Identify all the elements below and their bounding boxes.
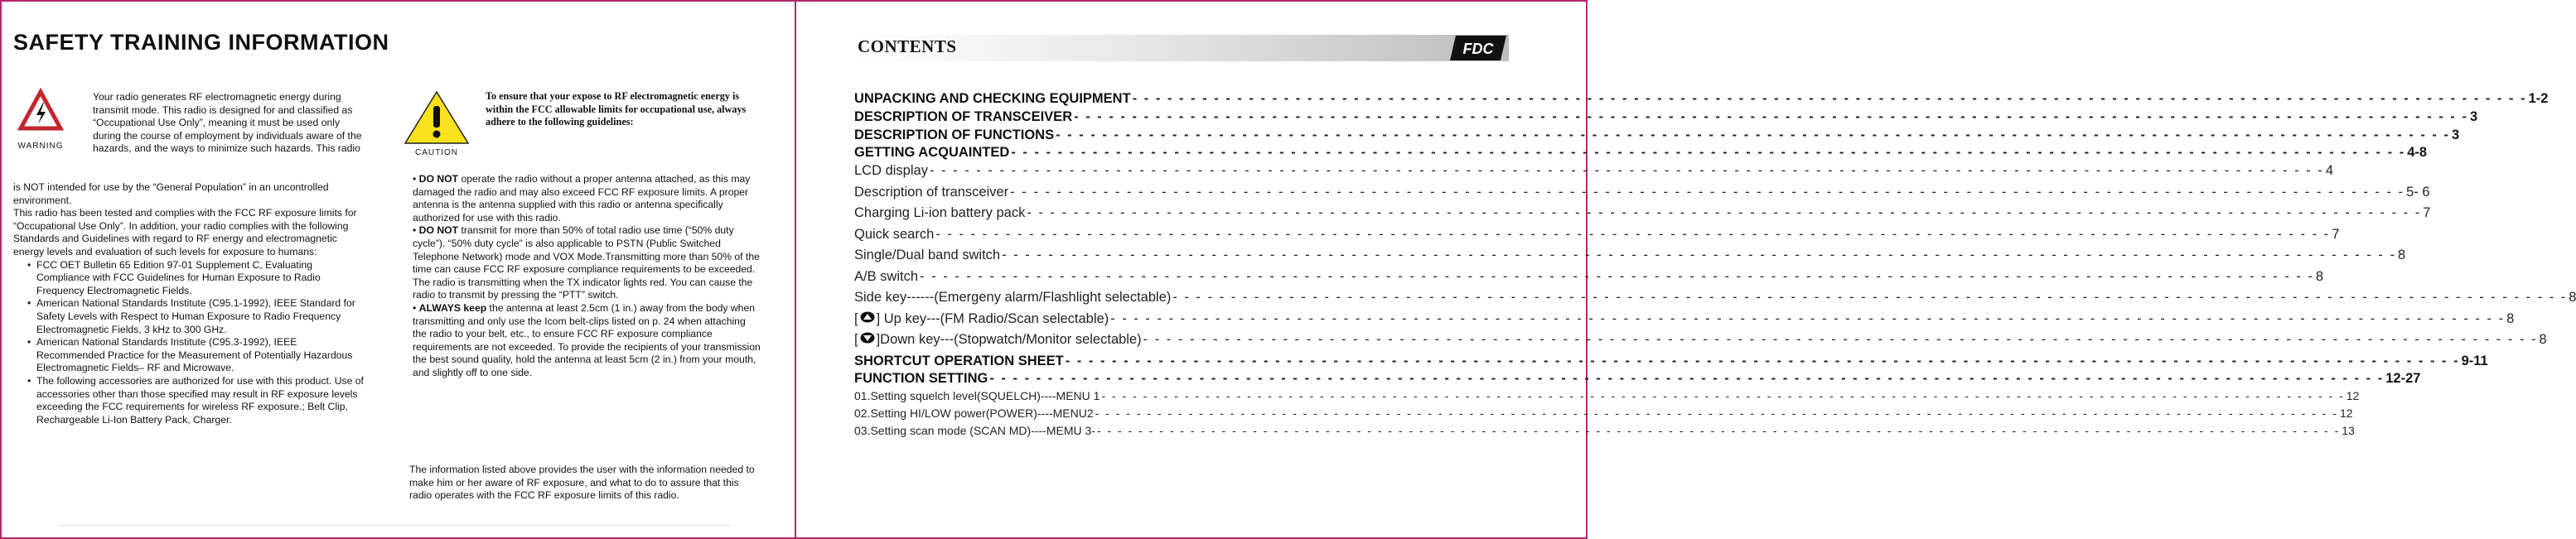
toc-entry-label: Charging Li-ion battery pack xyxy=(854,205,1026,221)
contents-title: CONTENTS xyxy=(858,36,957,56)
toc-entry-label: 03.Setting scan mode (SCAN MD)----MEMU 3- xyxy=(854,424,1095,438)
toc-leader: - - - - - - - - - - - - - - - - - - - - - - - - - - - - - - - - - - - - - - - - - - - - - - - - - - - - - - - - - - - - - - - - - - - - - - - - - - - - - - - - - - - - - - - - - - - - - - - - - - - - - - - - - - - - - - - - - - - - - - - - xyxy=(1010,184,2405,200)
toc-entry-label: Single/Dual band switch xyxy=(854,248,1001,263)
toc-entry-label: 01.Setting squelch level(SQUELCH)----MENU 1 xyxy=(854,389,1100,403)
toc-entry-page: 12 xyxy=(2339,407,2353,421)
warning-text: Your radio generates RF electromagnetic energy during transmit mode. This radio is designed for and classified as “Occupational Use Only”, meaning it must be used only during the course of employment by individuals aware of the hazards, and the ways to minimize such hazards. This radio xyxy=(93,91,362,155)
caution-icon xyxy=(401,89,472,157)
toc-entry xyxy=(854,205,2431,227)
toc-entry-page: 12 xyxy=(2346,389,2360,403)
safety-page xyxy=(2,2,793,537)
toc-entry xyxy=(854,371,2421,389)
caution-label: CAUTION xyxy=(415,148,458,157)
toc-entry-page: 5- 6 xyxy=(2406,184,2430,200)
toc-leader: - - - - - - - - - - - - - - - - - - - - - - - - - - - - - - - - - - - - - - - - - - - - - - - - - - - - - - - - - - - - - - - - - - - - - - - - - - - - - - - - - - - - - - - - - - - - - - - - - - - - - - - - - - - - - - - - - - - - - - - - xyxy=(989,371,2385,387)
svg-text:FDC: FDC xyxy=(1462,41,1494,57)
toc-leader: - - - - - - - - - - - - - - - - - - - - - - - - - - - - - - - - - - - - - - - - - - - - - - - - - - - - - - - - - - - - - - - - - - - - - - - - - - - - - - - - - - - - - - - - - - - - - - - - - - - - - - - - - - - - - - - - - - - - - - - - xyxy=(1110,310,2506,326)
toc-entry-label: SHORTCUT OPERATION SHEET xyxy=(854,353,1064,368)
toc-entry-label: Side key------(Emergeny alarm/Flashlight selectable) xyxy=(854,290,1172,306)
page-title: SAFETY TRAINING INFORMATION xyxy=(13,30,389,55)
toc-entry xyxy=(854,127,2460,146)
toc-entry-label: A/B switch xyxy=(854,268,919,284)
bracket: [ xyxy=(854,332,858,348)
toc-entry xyxy=(854,163,2334,185)
toc-leader: - - - - - - - - - - - - - - - - - - - - - - - - - - - - - - - - - - - - - - - - - - - - - - - - - - - - - - - - - - - - - - - - - - - - - - - - - - - - - - - - - - - - - - - - - - - - - - - - - - - - - - - - - - - - - - - - - - - - - - - - xyxy=(1011,145,2406,161)
toc-entry xyxy=(854,145,2428,163)
toc-entry-page: 8 xyxy=(2569,290,2576,306)
up-arrow-icon xyxy=(860,311,875,323)
toc-entry xyxy=(854,389,2360,407)
toc-entry-page: 13 xyxy=(2342,424,2355,438)
toc-entry-page: 3 xyxy=(2451,127,2460,142)
toc-entry xyxy=(854,248,2406,269)
toc-entry-page: 7 xyxy=(2332,226,2340,242)
toc-leader: - - - - - - - - - - - - - - - - - - - - - - - - - - - - - - - - - - - - - - - - - - - - - - - - - - - - - - - - - - - - - - - - - - - - - - - - - - - - - - - - - - - - - - - - - - - - - - - - - - - - - - - - - - - - - - - - - - - - - - - - xyxy=(1132,91,2527,106)
toc-entry xyxy=(854,407,2353,424)
toc-entry-label: Quick search xyxy=(854,226,935,242)
toc-leader: - - - - - - - - - - - - - - - - - - - - - - - - - - - - - - - - - - - - - - - - - - - - - - - - - - - - - - - - - - - - - - - - - - - - - - - - - - - - - - - - - - - - - - - - - - - - - - - - - - - - - - - - - - - - - - - - - - - - - - - - xyxy=(1002,248,2396,263)
toc-leader: - - - - - - - - - - - - - - - - - - - - - - - - - - - - - - - - - - - - - - - - - - - - - - - - - - - - - - - - - - - - - - - - - - - - - - - - - - - - - - - - - - - - - - - - - - - - - - - - - - - - - - - - - - - - - - - - - - - - - - - - xyxy=(1143,332,2538,348)
footer-rule xyxy=(60,525,731,526)
toc-entry-label: UNPACKING AND CHECKING EQUIPMENT xyxy=(854,91,1131,106)
toc-leader: - - - - - - - - - - - - - - - - - - - - - - - - - - - - - - - - - - - - - - - - - - - - - - - - - - - - - - - - - - - - - - - - - - - - - - - - - - - - - - - - - - - - - - - - - - - - - - - - - - - - - - - - - - - - - - - - - - - - - - - - xyxy=(1074,108,2468,124)
list-item: • ALWAYS keep the antenna at least 2.5cm (1 in.) away from the body when transmitting and only use the Icom belt-clips listed on p. 24 when attaching the radio to your belt, etc., to ensure FCC RF exposure compliance requirements are not exceeded. To provide the recipients of your transmission the best sound quality, hold the antenna at least 5cm (2 in.) from your mouth, and slightly off to one side. xyxy=(413,301,761,378)
toc-leader: - - - - - - - - - - - - - - - - - - - - - - - - - - - - - - - - - - - - - - - - - - - - - - - - - - - - - - - - - - - - - - - - - - - - - - - - - - - - - - - - - - - - - - - - - - - - - - - - - - - - - - - - - - - - - - - - - - - - - - - - xyxy=(1096,424,2341,438)
standards-list xyxy=(13,259,365,427)
toc-entry xyxy=(854,332,2547,354)
toc-entry-page: 9-11 xyxy=(2461,353,2488,368)
toc-entry-page: 4 xyxy=(2325,163,2334,179)
list-item: • American National Standards Institute (C95.3-1992), IEEE Recommended Practice for the Measurement of Potentially Hazardous Electromagnetic Fields– RF and Microwave. xyxy=(36,336,365,375)
toc-entry xyxy=(854,268,2324,291)
toc-entry-page: 8 xyxy=(2398,248,2406,263)
toc-entry-page: 12-27 xyxy=(2385,371,2421,387)
table-of-contents xyxy=(854,91,2576,441)
toc-entry-label: 02.Setting HI/LOW power(POWER)----MENU2 xyxy=(854,407,1094,421)
toc-entry xyxy=(854,108,2478,128)
safety-body-column xyxy=(13,181,365,426)
toc-entry-page: 8 xyxy=(2539,332,2547,348)
toc-leader: - - - - - - - - - - - - - - - - - - - - - - - - - - - - - - - - - - - - - - - - - - - - - - - - - - - - - - - - - - - - - - - - - - - - - - - - - - - - - - - - - - - - - - - - - - - - - - - - - - - - - - - - - - - - - - - - - - - - - - - - xyxy=(1095,407,2338,421)
closing-paragraph: The information listed above provides the user with the information needed to make him or her aware of RF exposure, and what to do to assure that this radio operates with the FCC RF exposure limits of this radio. xyxy=(409,464,755,502)
toc-entry-page: 1-2 xyxy=(2528,91,2549,106)
contents-page xyxy=(796,2,2576,537)
brand-logo xyxy=(1449,35,1507,61)
toc-entry xyxy=(854,353,2488,372)
toc-entry-page: 7 xyxy=(2423,205,2431,221)
tested-paragraph: This radio has been tested and complies with the FCC RF exposure limits for “Occupational Use Only”. In addition, your radio complies with the following Standards and Guidelines with regard to RF energy and electromagnetic energy levels and evaluation of such levels for exposure to humans: xyxy=(13,207,357,257)
toc-entry xyxy=(854,290,2576,311)
toc-entry xyxy=(854,226,2340,248)
list-item: • The following accessories are authorized for use with this product. Use of accessories other than those specified may result in RF exposure levels exceeding the FCC requirements for wireless RF exposure.; Belt Clip, Rechargeable Li-Ion Battery Pack, Charger. xyxy=(36,375,365,426)
list-item: • DO NOT transmit for more than 50% of total radio use time (“50% duty cycle”). “50% duty cycle” is also applicable to PSTN (Public Switched Telephone Network) mode and VOX Mode.Transmitting more than 50% of the time can cause FCC RF exposure compliance requirements to be exceeded. The radio is transmitting when the TX indicator lights red. You can cause the radio to transmit by pressing the “PTT” switch. xyxy=(413,224,760,301)
toc-leader: - - - - - - - - - - - - - - - - - - - - - - - - - - - - - - - - - - - - - - - - - - - - - - - - - - - - - - - - - - - - - - - - - - - - - - - - - - - - - - - - - - - - - - - - - - - - - - - - - - - - - - - - - - - - - - - - - - - - - - - - xyxy=(920,268,2314,284)
toc-entry-label: ]Down key---(Stopwatch/Monitor selectable) xyxy=(876,332,1142,348)
toc-entry-label: DESCRIPTION OF TRANSCEIVER xyxy=(854,108,1073,124)
toc-leader: - - - - - - - - - - - - - - - - - - - - - - - - - - - - - - - - - - - - - - - - - - - - - - - - - - - - - - - - - - - - - - - - - - - - - - - - - - - - - - - - - - - - - - - - - - - - - - - - - - - - - - - - - - - - - - - - - - - - - - - - xyxy=(1172,290,2568,306)
toc-entry-label: ] Up key---(FM Radio/Scan selectable) xyxy=(876,310,1109,326)
toc-entry-label: Description of transceiver xyxy=(854,184,1009,200)
toc-entry-label: FUNCTION SETTING xyxy=(854,371,988,387)
list-item: • American National Standards Institute (C95.1-1992), IEEE Standard for Safety Levels with Respect to Human Exposure to Radio Frequency Electromagnetic Fields, 3 kHz to 300 GHz. xyxy=(36,297,365,336)
toc-entry xyxy=(854,184,2430,206)
caution-text: To ensure that your expose to RF electromagnetic energy is within the FCC allowable limits for occupational use, always adhere to the following guidelines: xyxy=(486,90,747,128)
down-arrow-icon xyxy=(860,332,875,344)
toc-leader: - - - - - - - - - - - - - - - - - - - - - - - - - - - - - - - - - - - - - - - - - - - - - - - - - - - - - - - - - - - - - - - - - - - - - - - - - - - - - - - - - - - - - - - - - - - - - - - - - - - - - - - - - - - - - - - - - - - - - - - - xyxy=(1101,389,2345,403)
warning-icon xyxy=(13,89,68,151)
toc-leader: - - - - - - - - - - - - - - - - - - - - - - - - - - - - - - - - - - - - - - - - - - - - - - - - - - - - - - - - - - - - - - - - - - - - - - - - - - - - - - - - - - - - - - - - - - - - - - - - - - - - - - - - - - - - - - - - - - - - - - - - xyxy=(929,163,2324,179)
list-item: • FCC OET Bulletin 65 Edition 97-01 Supplement C, Evaluating Compliance with FCC Guidelines for Human Exposure to Radio Frequency Electromagnetic Fields. xyxy=(36,259,365,298)
toc-leader: - - - - - - - - - - - - - - - - - - - - - - - - - - - - - - - - - - - - - - - - - - - - - - - - - - - - - - - - - - - - - - - - - - - - - - - - - - - - - - - - - - - - - - - - - - - - - - - - - - - - - - - - - - - - - - - - - - - - - - - - xyxy=(1065,353,2460,368)
warning-label: WARNING xyxy=(17,142,64,151)
toc-entry-page: 8 xyxy=(2315,268,2324,284)
bracket: [ xyxy=(854,310,858,326)
toc-entry xyxy=(854,424,2355,441)
toc-entry-label: DESCRIPTION OF FUNCTIONS xyxy=(854,127,1055,142)
toc-entry-page: 8 xyxy=(2506,310,2515,326)
toc-leader: - - - - - - - - - - - - - - - - - - - - - - - - - - - - - - - - - - - - - - - - - - - - - - - - - - - - - - - - - - - - - - - - - - - - - - - - - - - - - - - - - - - - - - - - - - - - - - - - - - - - - - - - - - - - - - - - - - - - - - - - xyxy=(935,226,2331,242)
warning-continuation: is NOT intended for use by the “General Population” in an uncontrolled environment. xyxy=(13,181,329,206)
toc-entry-label: GETTING ACQUAINTED xyxy=(854,145,1010,161)
list-item: • DO NOT operate the radio without a proper antenna attached, as this may damaged the radio and may also exceed FCC RF exposure limits. A proper antenna is the antenna supplied with this radio or antenna specifically authorized for use with this radio. xyxy=(413,173,751,224)
toc-entry xyxy=(854,310,2515,333)
toc-entry-label: LCD display xyxy=(854,163,928,179)
guidelines-list xyxy=(413,173,761,380)
toc-leader: - - - - - - - - - - - - - - - - - - - - - - - - - - - - - - - - - - - - - - - - - - - - - - - - - - - - - - - - - - - - - - - - - - - - - - - - - - - - - - - - - - - - - - - - - - - - - - - - - - - - - - - - - - - - - - - - - - - - - - - - xyxy=(1056,127,2450,142)
toc-entry-page: 4-8 xyxy=(2407,145,2428,161)
toc-entry xyxy=(854,91,2549,109)
toc-leader: - - - - - - - - - - - - - - - - - - - - - - - - - - - - - - - - - - - - - - - - - - - - - - - - - - - - - - - - - - - - - - - - - - - - - - - - - - - - - - - - - - - - - - - - - - - - - - - - - - - - - - - - - - - - - - - - - - - - - - - - xyxy=(1027,205,2422,221)
toc-entry-page: 3 xyxy=(2470,108,2478,124)
